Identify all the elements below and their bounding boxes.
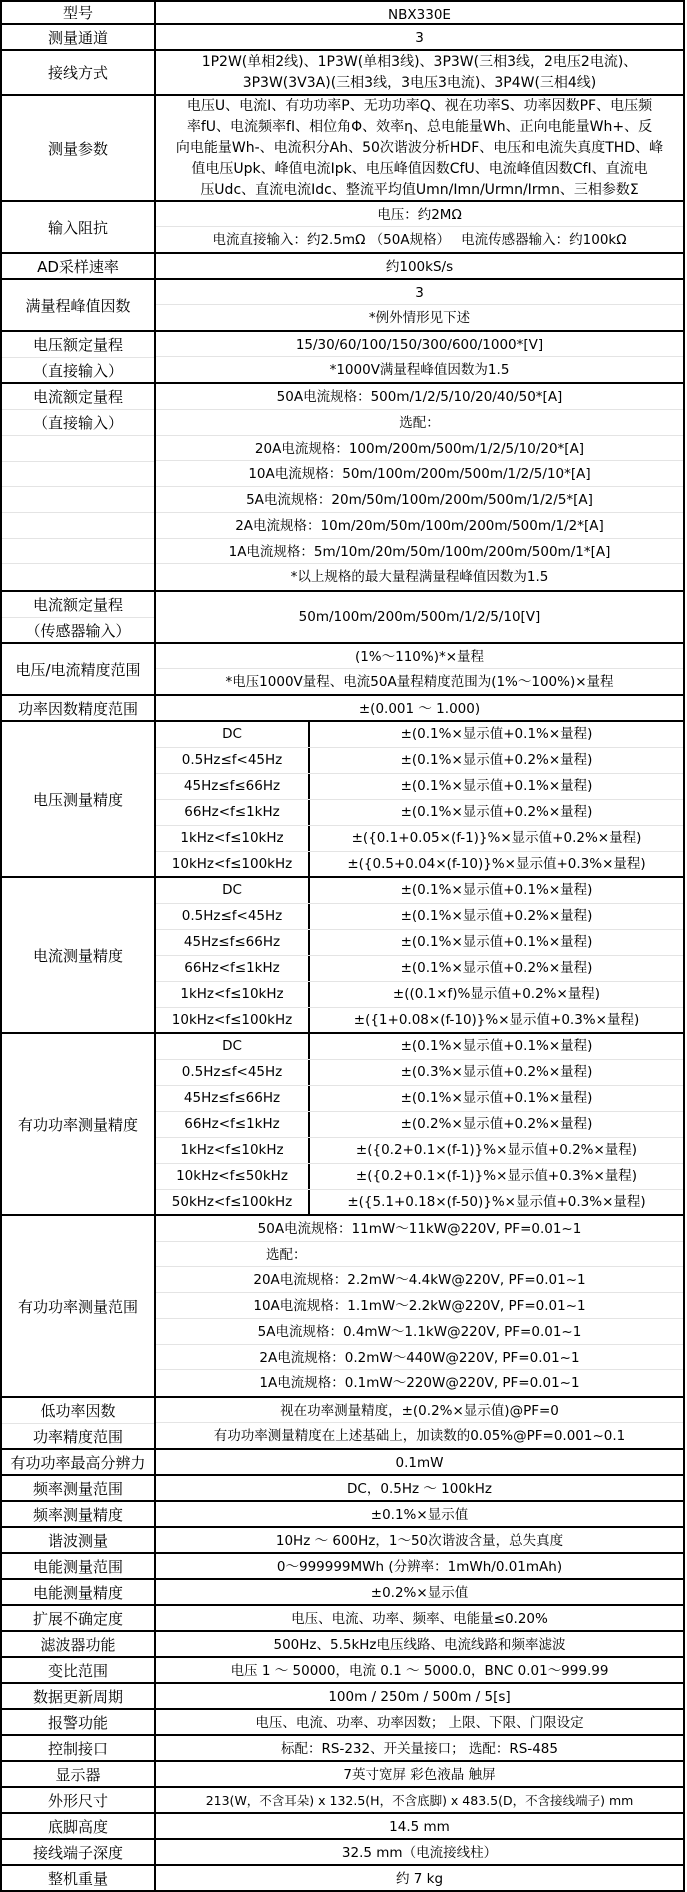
value-i-range-line: *以上规格的最大量程满量程峰值因数为1.5 [290,569,549,586]
freq-cell: 45Hz≤f≤66Hz [156,774,310,799]
value-interface: 标配：RS-232、开关量接口； 选配：RS-485 [281,1741,558,1757]
value-terminal-depth: 32.5 mm（电流接线柱） [341,1845,498,1861]
freq-cell: 66Hz<f≤1kHz [156,800,310,825]
freq-cell: 66Hz<f≤1kHz [156,1112,310,1137]
label-ratio: 变比范围 [2,1658,156,1682]
value-i-range-line: 10A电流规格：50m/100m/200m/500m/1/2/5/10*[A] [156,461,683,487]
freq-cell: 10kHz<f≤100kHz [156,852,310,878]
value-ratio: 电压 1 ～ 50000，电流 0.1 ～ 5000.0，BNC 0.01～999.99 [230,1663,609,1679]
value-display: 7英寸宽屏 彩色液晶 触屏 [343,1767,496,1783]
value-crest-line: *例外情形见下述 [368,310,471,327]
label-low-pf: 低功率因数 [2,1398,154,1424]
row-ad-rate [0,254,685,280]
row-wiring [0,51,685,96]
label-update: 数据更新周期 [2,1684,156,1708]
value-channels: 3 [415,30,424,46]
row-dimensions [0,1788,685,1814]
value-e-acc: ±0.2%×显示值 [370,1585,469,1601]
acc-cell: ±(0.1%×显示值+0.2%×量程) [400,752,593,768]
freq-cell: 0.5Hz≤f<45Hz [156,1060,310,1085]
row-p-acc [0,1034,685,1216]
row-f-acc [0,1502,685,1528]
acc-cell: ±((0.1×f)%显示值+0.2%×量程) [392,986,601,1002]
freq-cell: 10kHz<f≤50kHz [156,1164,310,1189]
value-vi-acc-range-line: *电压1000V量程、电流50A量程精度范围为(1%～100%)×量程 [225,674,614,691]
value-params-line: 值电压Upk、峰值电流Ipk、电压峰值因数CfU、电流峰值因数CfI、直流电 [191,160,648,177]
row-alarm [0,1710,685,1736]
label-v-acc: 电压测量精度 [2,722,156,876]
label-params: 测量参数 [2,96,156,200]
label-f-acc: 频率测量精度 [2,1502,156,1526]
value-filter: 500Hz、5.5kHz电压线路、电流线路和频率滤波 [273,1637,566,1653]
value-f-acc: ±0.1%×显示值 [370,1507,469,1523]
acc-cell: ±(0.1%×显示值+0.1%×量程) [400,1038,593,1054]
row-f-range [0,1476,685,1502]
value-p-range-line: 选配： [156,1242,683,1268]
label-crest: 满量程峰值因数 [2,280,156,330]
value-wiring-line: 3P3W(3V3A)(三相3线，3电压3电流)、3P4W(三相4线) [242,74,597,91]
freq-cell: DC [156,1034,310,1059]
value-update: 100m / 250m / 500m / 5[s] [328,1689,511,1705]
row-e-range [0,1554,685,1580]
acc-cell: ±(0.1%×显示值+0.2%×量程) [400,804,593,820]
value-i-range-line: 1A电流规格：5m/10m/20m/50m/100m/200m/500m/1*[A] [156,539,683,565]
acc-cell: ±(0.1%×显示值+0.1%×量程) [400,934,593,950]
value-p-range-line: 10A电流规格：1.1mW～2.2kW@220V, PF=0.01~1 [156,1293,683,1319]
label-terminal-depth: 接线端子深度 [2,1840,156,1864]
row-pf-range [0,696,685,722]
row-v-acc [0,722,685,878]
value-params-line: 压Udc、直流电流Idc、整流平均值Umn/Imn/Urmn/Irmn、三相参数Σ [200,181,639,198]
value-pf-range: ±(0.001 ～ 1.000) [358,701,481,717]
label-f-range: 频率测量范围 [2,1476,156,1500]
label-model: 型号 [2,2,156,23]
label-v-range-sub: （直接输入） [32,362,123,380]
freq-cell: 45Hz≤f≤66Hz [156,1086,310,1111]
acc-cell: ±(0.3%×显示值+0.2%×量程) [400,1064,593,1080]
label-dimensions: 外形尺寸 [2,1788,156,1812]
freq-cell: 1kHz<f≤10kHz [156,826,310,851]
row-v-range [0,332,685,384]
row-i-sensor [0,592,685,644]
row-foot-height [0,1814,685,1840]
value-vi-acc-range-line: (1%～110%)*×量程 [156,644,683,669]
row-display [0,1762,685,1788]
value-p-range-line: 1A电流规格：0.1mW～220W@220V, PF=0.01~1 [259,1375,580,1392]
label-filter: 滤波器功能 [2,1632,156,1656]
value-p-res: 0.1mW [395,1455,444,1471]
value-harmonic: 10Hz ～ 600Hz，1～50次谐波含量，总失真度 [275,1533,564,1549]
row-ratio [0,1658,685,1684]
value-i-sensor: 50m/100m/200m/500m/1/2/5/10[V] [298,609,541,625]
value-weight: 约 7 kg [395,1871,444,1887]
value-params-line: 电压U、电流I、有功功率P、无功功率Q、视在功率S、功率因数PF、电压频 [186,97,653,114]
label-display: 显示器 [2,1762,156,1786]
acc-cell: ±({0.5+0.04×(f-10)}%×显示值+0.3%×量程) [347,856,646,872]
row-weight [0,1866,685,1892]
acc-cell: ±({1+0.08×(f-10)}%×显示值+0.3%×量程) [353,1012,640,1028]
label-weight: 整机重量 [2,1866,156,1890]
value-foot-height: 14.5 mm [389,1819,450,1835]
row-terminal-depth [0,1840,685,1866]
row-interface [0,1736,685,1762]
row-low-pf [0,1398,685,1450]
value-i-range-line: 2A电流规格：10m/20m/50m/100m/200m/500m/1/2*[A] [156,513,683,539]
row-i-acc [0,878,685,1034]
value-model: NBX330E [388,7,451,23]
label-e-acc: 电能测量精度 [2,1580,156,1604]
value-alarm: 电压、电流、功率、功率因数； 上限、下限、门限设定 [255,1715,584,1731]
freq-cell: 50kHz<f≤100kHz [156,1190,310,1216]
label-alarm: 报警功能 [2,1710,156,1734]
value-params-line: 率fU、电流频率fI、相位角Φ、效率η、总电能量Wh、正向电能量Wh+、反 [186,118,653,135]
acc-cell: ±({5.1+0.18×(f-50)}%×显示值+0.3%×量程) [347,1194,646,1210]
row-uncertainty [0,1606,685,1632]
value-i-range-line: 选配： [156,410,683,436]
row-crest [0,280,685,332]
value-p-acc-range: 有功功率测量精度在上述基础上，加读数的0.05%@PF=0.001~0.1 [213,1428,626,1445]
label-i-acc: 电流测量精度 [2,878,156,1032]
value-wiring-line: 1P2W(单相2线)、1P3W(单相3线)、3P3W(三相3线，2电压2电流)、 [201,53,638,70]
acc-cell: ±(0.1%×显示值+0.1%×量程) [400,882,593,898]
value-p-range-line: 20A电流规格：2.2mW～4.4kW@220V, PF=0.01~1 [156,1267,683,1293]
value-dimensions: 213(W，不含耳朵) x 132.5(H，不含底脚) x 483.5(D，不含接线端子) mm [205,1793,634,1808]
value-uncertainty: 电压、电流、功率、频率、电能量≤0.20% [291,1611,548,1627]
label-p-acc-range: 功率精度范围 [32,1428,123,1446]
acc-cell: ±(0.2%×显示值+0.2%×量程) [400,1116,593,1132]
freq-cell: 0.5Hz≤f<45Hz [156,904,310,929]
acc-cell: ±({0.1+0.05×(f-1)}%×显示值+0.2%×量程) [351,830,642,846]
value-low-pf: 视在功率测量精度，±(0.2%×显示值)@PF=0 [156,1398,683,1423]
label-pf-range: 功率因数精度范围 [2,696,156,720]
label-p-acc: 有功功率测量精度 [2,1034,156,1214]
row-update [0,1684,685,1710]
freq-cell: 45Hz≤f≤66Hz [156,930,310,955]
label-impedance: 输入阻抗 [2,202,156,252]
value-impedance-line: 电流直接输入：约2.5mΩ （50A规格） 电流传感器输入：约100kΩ [212,232,627,249]
freq-cell: 1kHz<f≤10kHz [156,982,310,1007]
value-v-range-line: 15/30/60/100/150/300/600/1000*[V] [156,332,683,357]
acc-cell: ±({0.2+0.1×(f-1)}%×显示值+0.3%×量程) [355,1168,638,1184]
acc-cell: ±(0.1%×显示值+0.2%×量程) [400,908,593,924]
value-impedance-line: 电压：约2MΩ [156,202,683,227]
label-p-range: 有功功率测量范围 [2,1216,156,1396]
value-p-range-line: 50A电流规格：11mW～11kW@220V, PF=0.01~1 [156,1216,683,1242]
row-channels [0,25,685,51]
label-v-range: 电压额定量程 [2,332,154,358]
freq-cell: 10kHz<f≤100kHz [156,1008,310,1034]
value-e-range: 0～999999MWh (分辨率：1mWh/0.01mAh) [276,1559,563,1575]
value-ad-rate: 约100kS/s [385,259,454,275]
value-p-range-line: 2A电流规格：0.2mW～440W@220V, PF=0.01~1 [156,1345,683,1371]
acc-cell: ±(0.1%×显示值+0.1%×量程) [400,726,593,742]
label-wiring: 接线方式 [2,51,156,94]
label-uncertainty: 扩展不确定度 [2,1606,156,1630]
label-harmonic: 谐波测量 [2,1528,156,1552]
value-f-range: DC，0.5Hz ～ 100kHz [347,1481,492,1497]
value-p-range-line: 5A电流规格：0.4mW～1.1kW@220V, PF=0.01~1 [156,1319,683,1345]
label-interface: 控制接口 [2,1736,156,1760]
freq-cell: DC [156,722,310,747]
label-p-res: 有功功率最高分辨力 [2,1450,156,1474]
value-i-range-line: 50A电流规格：500m/1/2/5/10/20/40/50*[A] [156,384,683,410]
row-e-acc [0,1580,685,1606]
row-vi-acc-range [0,644,685,696]
freq-cell: 66Hz<f≤1kHz [156,956,310,981]
acc-cell: ±(0.1%×显示值+0.2%×量程) [400,960,593,976]
row-model [0,0,685,25]
value-v-range-line: *1000V满量程峰值因数为1.5 [329,362,510,379]
freq-cell: 0.5Hz≤f<45Hz [156,748,310,773]
row-impedance [0,202,685,254]
row-p-range [0,1216,685,1398]
acc-cell: ±(0.1%×显示值+0.1%×量程) [400,778,593,794]
row-p-res [0,1450,685,1476]
freq-cell: 1kHz<f≤10kHz [156,1138,310,1163]
value-i-range-line: 5A电流规格：20m/50m/100m/200m/500m/1/2/5*[A] [156,487,683,513]
label-i-sensor-sub: （传感器输入） [25,622,131,640]
value-i-range-line: 20A电流规格：100m/200m/500m/1/2/5/10/20*[A] [156,436,683,462]
label-i-range: 电流额定量程 [2,384,154,410]
value-crest-line: 3 [156,280,683,305]
label-e-range: 电能测量范围 [2,1554,156,1578]
freq-cell: DC [156,878,310,903]
acc-cell: ±({0.2+0.1×(f-1)}%×显示值+0.2%×量程) [355,1142,638,1158]
acc-cell: ±(0.1%×显示值+0.1%×量程) [400,1090,593,1106]
label-i-sensor: 电流额定量程 [2,592,154,618]
label-foot-height: 底脚高度 [2,1814,156,1838]
label-channels: 测量通道 [2,25,156,49]
label-ad-rate: AD采样速率 [2,254,156,278]
value-params-line: 向电能量Wh-、电流积分Ah、50次谐波分析HDF、电压和电流失真度THD、峰 [175,139,664,156]
row-i-range [0,384,685,592]
row-harmonic [0,1528,685,1554]
label-vi-acc-range: 电压/电流精度范围 [2,644,156,694]
label-i-range-sub: （直接输入） [2,410,154,436]
row-params [0,96,685,202]
row-filter [0,1632,685,1658]
